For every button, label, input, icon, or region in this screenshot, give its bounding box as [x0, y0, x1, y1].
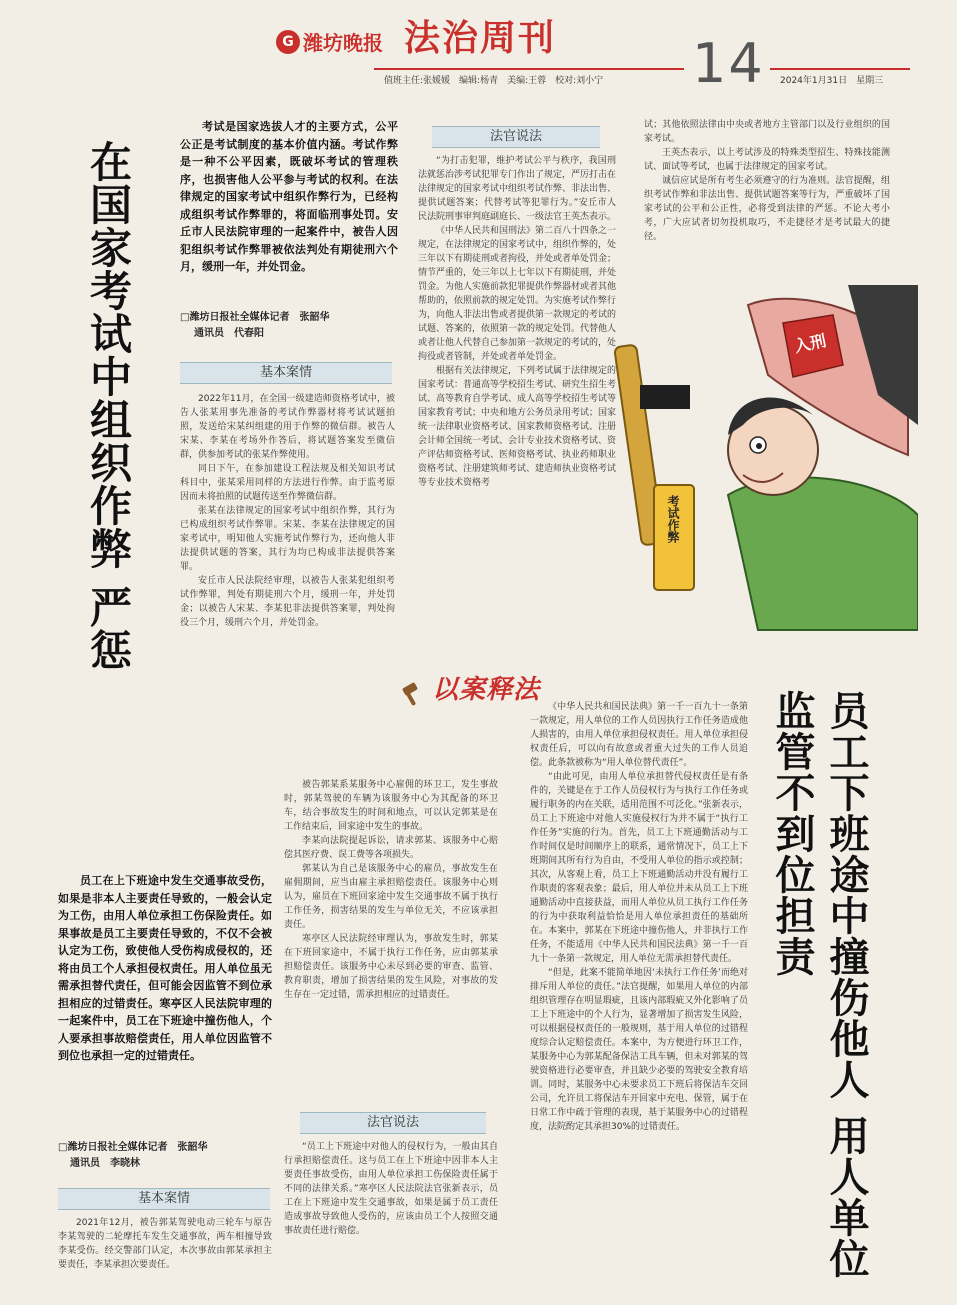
- article1-judge-para: 王英杰表示，以上考试涉及的特殊类型招生、特殊技能测试、面试等考试，也属于法律规定的国家考试。: [644, 148, 890, 172]
- masthead: [0, 0, 957, 100]
- article1-judge-para: 试；其他依照法律由中央或者地方主管部门以及行业组织的国家考试。: [644, 120, 890, 144]
- article1-judge-para: 《中华人民共和国刑法》第二百八十四条之一规定，在法律规定的国家考试中，组织作弊的，处三年以下有期徒刑或者拘役，并处或者单处罚金；情节严重的，处三年以上七年以下有期徒刑，并处罚金。为他人实施前款犯罪提供作弊器材或者其他帮助的，依照前款的规定处罚。为实施考试作弊行为，向他人非法出售或者提供第一款规定的考试的试题、答案的，依照第一款的规定处罚。代替他人或者让他人代替自己参加第一款规定的考试的，处拘役或者管制，并处或者单处罚金。: [418, 226, 616, 362]
- logo-text: 潍坊晚报: [303, 31, 383, 55]
- article2-case-para: 2021年12月，被告郭某驾驶电动三轮车与原告李某驾驶的二轮摩托车发生交通事故，两车相撞导致李某受伤。经交警部门认定，本次事故由郭某承担主要责任，李某承担次要责任。: [58, 1218, 272, 1270]
- article1-judge-para: 诚信应试是所有考生必须遵守的行为准则。法官提醒，组织考试作弊和非法出售、提供试题答案等行为，严重破坏了国家考试的公平和公正性，必将受到法律的严惩。不论大考小考，广大应试者切勿投机取巧，不走捷径才是考试最大的捷径。: [644, 176, 890, 242]
- article2-judge-para: “但是，此案不能简单地因‘未执行工作任务’而绝对排斥用人单位的责任。”法官提醒，如果用人单位的内部组织管理存在明显瑕疵，且该内部瑕疵又外化影响了员工上下班途中的个人行为，显著增加了损害发生风险，可以根据侵权责任的一般规则，基于用人单位的过错程度综合认定赔偿责任。本案中，为方便进行环卫工作，某服务中心为郭某配备保洁工具车辆，但未对郭某的驾驶资格进行必要审查，并且缺少必要的驾驶安全教育培训。同时，某服务中心未要求员工下班后将保洁车交回公司，允许员工将保洁车开回家中充电、保管，属于在日常工作中疏于管理的表现，基于某服务中心的过错程度，法院酌定其承担30%的过错责任。: [530, 968, 748, 1132]
- article2-case-para: 寒亭区人民法院经审理认为，事故发生时，郭某在下班回家途中，不属于执行工作任务，应由郭某承担赔偿责任。该服务中心未尽到必要的审查、监管、教育职责，增加了损害结果的发生风险，对事故的发生存在一定过错，需承担相应的过错责任。: [284, 934, 498, 1000]
- article1-case-para: 张某在法律规定的国家考试中组织作弊，其行为已构成组织考试作弊罪。宋某、李某在法律规定的国家考试中，明知他人实施考试作弊行为，还向他人非法提供试题的答案，其行为均已构成非法提供答案罪。: [180, 506, 395, 572]
- article1-title: 在国家考试中组织作弊 严惩: [84, 140, 133, 672]
- masthead-rule-right: [770, 68, 910, 70]
- article1-judge-body-right: [644, 118, 890, 298]
- section-banner-text: 以案释法: [432, 675, 541, 705]
- article2-case-heading: 基本案情: [58, 1188, 270, 1210]
- cartoon-svg: [598, 285, 918, 635]
- article2-judge-para: “员工上下班途中对他人的侵权行为，一般由其自行承担赔偿责任。这与员工在上下班途中因非本人主要责任事故受伤，由用人单位承担工伤保险责任属于不同的法律关系。”寒亭区人民法院法官张新表示，员工在上下班途中发生交通事故，如果是属于员工责任造成事故导致他人受伤的，应该由员工个人按照交通事故责任进行赔偿。: [284, 1142, 498, 1236]
- article1-judge-heading: 法官说法: [432, 126, 600, 148]
- article1-intro: 考试是国家选拔人才的主要方式，公平公正是考试制度的基本价值内涵。考试作弊是一种不公平因素，既破坏考试的管理秩序，也损害他人公平参与考试的权利。在法律规定的国家考试中组织作弊行为，已经构成组织考试作弊罪的，将面临刑事处罚。安丘市人民法院审理的一起案件中，被告人因犯组织考试作弊罪被依法判处有期徒刑六个月，缓刑一年，并处罚金。: [180, 120, 398, 273]
- cartoon-pupil-shape: [756, 443, 762, 449]
- cartoon-body-shape: [728, 478, 918, 630]
- article2-byline-correspondent: 通讯员 李晓林: [70, 1158, 140, 1169]
- page-number: 14: [692, 32, 765, 95]
- gavel-icon: [400, 682, 426, 708]
- logo-icon: G: [276, 30, 300, 54]
- cartoon-label-cheating: 考试作弊: [666, 495, 680, 543]
- article2-case-para: 郭某认为自己是该服务中心的雇员，事故发生在雇佣期间，应当由雇主承担赔偿责任。该服务中心则认为，雇员在下班回家途中发生交通事故不属于执行工作任务，损害结果的发生与单位无关，不应该承担责任。: [284, 864, 498, 930]
- article1-case-heading: 基本案情: [180, 362, 392, 384]
- article2-case-body-cont: [284, 778, 498, 1108]
- article1-judge-body: [418, 154, 616, 632]
- masthead-rule: [374, 68, 684, 70]
- article2-title: 员工下班途中撞伤他人 用人单位监管不到位担责: [769, 690, 870, 1279]
- article1-judge-para: 根据有关法律规定，下列考试属于法律规定的国家考试：普通高等学校招生考试、研究生招生考试、高等教育自学考试、成人高等学校招生考试等国家教育考试；中央和地方公务员录用考试；国家统一法律职业资格考试、国家教师资格考试、注册会计师全国统一考试、会计专业技术资格考试、资产评估师资格考试、医师资格考试、执业药师职业资格考试、注册建筑师考试、建造师执业资格考试等专业技术资格考: [418, 366, 616, 488]
- date: 2024年1月31日 星期三: [780, 76, 884, 86]
- article2-judge-para: 《中华人民共和国民法典》第一千一百九十一条第一款规定，用人单位的工作人员因执行工作任务造成他人损害的，由用人单位承担侵权责任。用人单位承担侵权责任后，可以向有故意或者重大过失的工作人员追偿。此条款被称为“用人单位替代责任”。: [530, 702, 748, 768]
- cartoon-cap-shape: [640, 385, 690, 409]
- article1-byline-correspondent: 通讯员 代春阳: [194, 328, 264, 339]
- article1-judge-para: “为打击犯罪，维护考试公平与秩序，我国刑法就惩治涉考试犯罪专门作出了规定，严厉打击在法律规定的国家考试中组织考试作弊、非法出售、提供试题答案；代替考试等犯罪行为。”安丘市人民法院刑事审判庭副庭长、一级法官王英杰表示。: [418, 156, 616, 222]
- cartoon-illustration: [598, 285, 918, 635]
- article2-case-para: 李某向法院提起诉讼，请求郭某、该服务中心赔偿其医疗费、误工费等各项损失。: [284, 836, 498, 860]
- cartoon-label-sentence: 入刑: [792, 330, 828, 357]
- article1-case-body: [180, 392, 395, 698]
- article2-case-body: [58, 1216, 272, 1296]
- article2-intro: 员工在上下班途中发生交通事故受伤，如果是非本人主要责任导致的，一般会认定为工伤，由用人单位承担工伤保险责任。如果事故是员工主要责任导致的，不仅不会被认定为工伤，致使他人受伤构成侵权的，还将由员工个人承担侵权责任。用人单位虽无需承担替代责任，但可能会因监管不到位承担相应的过错责任。寒亭区人民法院审理的一起案件中，员工在下班途中撞伤他人，个人要承担事故赔偿责任，用人单位因监管不到位也承担一定的过错责任。: [58, 874, 272, 1062]
- article2-judge-para: “由此可见，由用人单位承担替代侵权责任是有条件的，关键是在于工作人员侵权行为与执行工作任务或履行职务的内在关联，适用范围不可泛化。”张新表示，员工上下班途中对他人实施侵权行为并不属于“执行工作任务”实施的行为。首先，员工上下班通勤活动与工作时间仅是时间顺序上的联系，通常情况下，员工上下班期间其所有行为自由，不受用人单位的指示或控制；其次，从客观上看，员工上下班通勤活动并没有履行工作职责的客观表象；最后，用人单位并未从员工上下班通勤活动中直接获益，而用人单位从员工执行工作任务的行为中获取利益恰恰是用人单位承担责任的基础所在。本案中，郭某在下班途中撞伤他人，并非执行工作任务，不能适用《中华人民共和国民法典》第一千一百九十一条第一款规定，用人单位无需承担替代责任。: [530, 772, 748, 964]
- article2-byline-reporter: □潍坊日报社全媒体记者 张韶华: [58, 1142, 208, 1153]
- article1-case-para: 2022年11月，在全国一级建造师资格考试中，被告人张某用事先准备的考试作弊器材将考试试题拍照，发送给宋某纠组建的用于作弊的微信群。被告人宋某、李某在考场外作答后，将试题答案发至微信群，供参加考试的张某作弊使用。: [180, 394, 395, 460]
- article2-judge-body-right: [530, 700, 748, 1290]
- article1-case-para: 同日下午，在参加建设工程法规及相关知识考试科目中，张某采用同样的方法进行作弊。由于监考原因而未将拍照的试题传送至作弊微信群。: [180, 464, 395, 502]
- article1-case-para: 安丘市人民法院经审理，以被告人张某犯组织考试作弊罪，判处有期徒刑六个月，缓刑一年，并处罚金；以被告人宋某、李某犯非法提供答案罪，判处拘役三个月，缓刑六个月，并处罚金。: [180, 576, 395, 628]
- article2-judge-body: [284, 1140, 498, 1290]
- section-title: 法治周刊: [404, 17, 557, 59]
- article2-case-para: 被告郭某系某服务中心雇佣的环卫工，发生事故时，郭某驾驶的车辆为该服务中心为其配备的环卫车，结合事故发生的时间和地点，可以认定郭某是在工作结束后，回家途中发生的事故。: [284, 780, 498, 832]
- article1-byline-reporter: □潍坊日报社全媒体记者 张韶华: [180, 312, 330, 323]
- editor-line: 值班主任:张媛媛 编辑:杨青 美编:王蓉 校对:刘小宁: [384, 76, 604, 86]
- article2-judge-heading: 法官说法: [300, 1112, 486, 1134]
